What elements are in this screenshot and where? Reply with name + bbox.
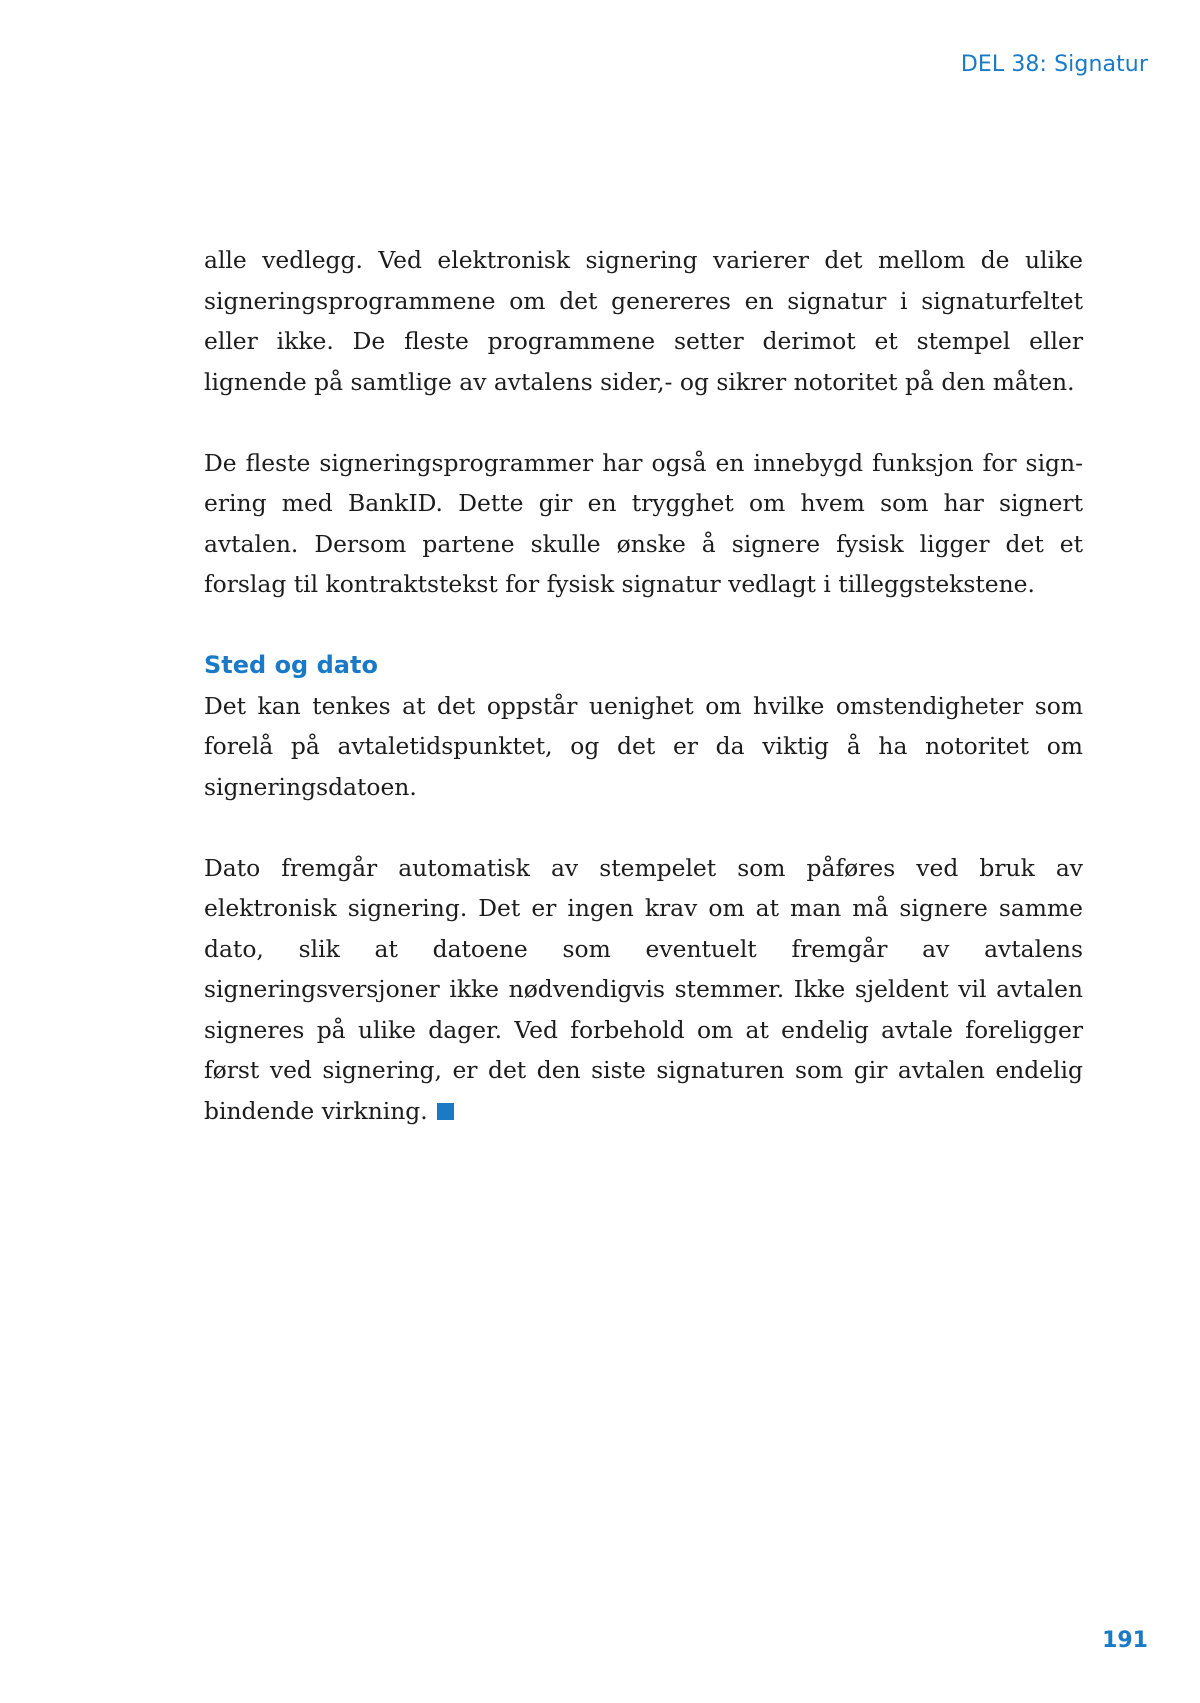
end-mark-icon: [437, 1103, 454, 1120]
paragraph: Det kan tenkes at det oppstår uenighet om hvilke omstendigheter som forelå på avtaletidspunktet, og det er da viktig å ha notoritet om signeringsdatoen.: [204, 691, 1083, 801]
paragraph-last: [204, 848, 1083, 1132]
paragraph: De fleste signeringsprogrammer har også en innebygd funksjon for signering med BankID. Dette gir en trygghet om hvem som har signert avtalen. Dersom partene skulle ønske å signere fysisk ligger det et forslag til kontraktstekst for fysisk signatur vedlagt i tilleggstekstene.: [204, 448, 1083, 598]
page-number: 191: [1102, 1628, 1148, 1653]
paragraph: alle vedlegg. Ved elektronisk signering varierer det mellom de ulike signeringsprogrammene om det genereres en signatur i signaturfeltet eller ikke. De fleste programmene setter derimot et stempel eller lignende på samtlige av avtalens sider,- og sikrer notoritet på den måten.: [204, 246, 1083, 396]
running-header: DEL 38: Signatur: [960, 52, 1148, 77]
section-heading: Sted og dato: [204, 651, 378, 679]
paragraph-text: Dato fremgår automatisk av stempelet som påføres ved bruk av elektronisk signering. Det er ingen krav om at man må signere samme dato, slik at datoene som eventuelt fremgår av avtalens signeringsversjoner ikke nødvendigvis stemmer. Ikke sjeldent vil avtalen signeres på ulike dager. Ved forbehold om at endelig avtale foreligger først ved signering, er det den siste signaturen som gir avtalen endelig bindende virkning.: [204, 853, 1083, 1125]
main-text: [204, 240, 1083, 1172]
